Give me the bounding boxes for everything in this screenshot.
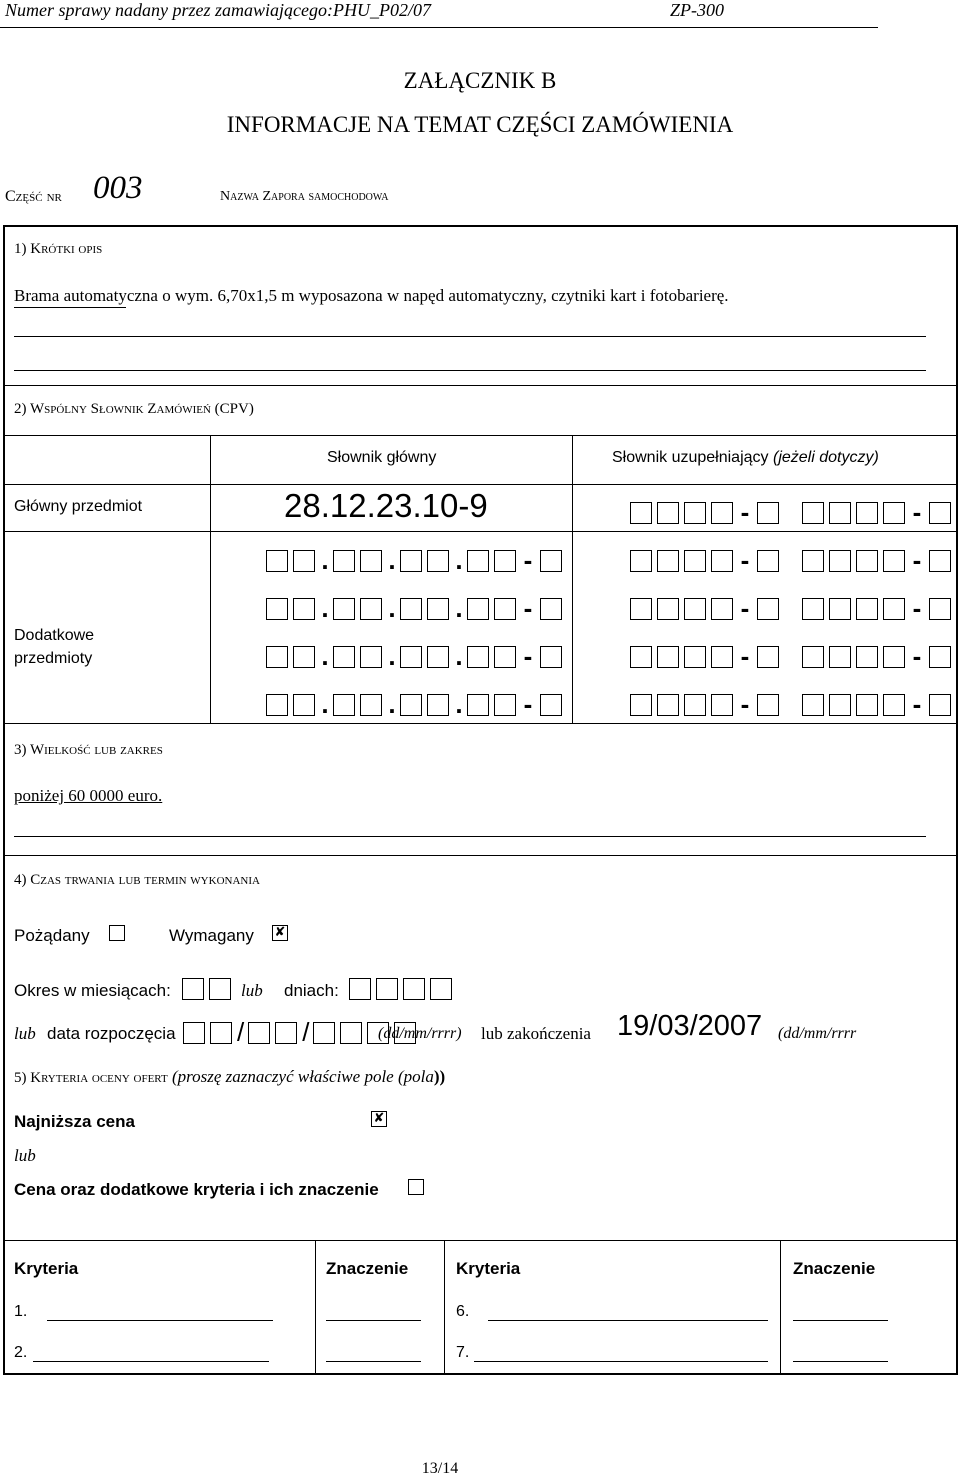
section-divider [3,484,958,485]
section-4-heading: 4) Czas trwania lub termin wykonania [14,872,260,888]
cpv-column-divider [572,435,573,723]
scope-text: poniżej 60 0000 euro. [14,786,163,805]
weight-input-line[interactable] [326,1361,421,1362]
or-label: lub [241,981,263,1000]
section-divider [3,1240,958,1241]
end-date-format-hint: (dd/mm/rrrr [778,1025,857,1042]
weight-input-line[interactable] [326,1320,421,1321]
section-1-heading: 1) Krótki opis [14,241,103,257]
part-label: Część nr [5,188,62,205]
months-label: Okres w miesiącach: [14,981,171,1000]
criteria-input-line[interactable] [488,1320,768,1321]
days-field[interactable] [349,978,457,1002]
part-number: 003 [93,170,143,206]
section-divider [3,723,958,724]
criteria-input-line[interactable] [47,1320,273,1321]
cpv-column-divider [210,435,211,723]
cpv-code-field[interactable]: . . . - [266,641,567,672]
table-header-criteria: Kryteria [456,1259,521,1278]
section-divider [3,385,958,386]
section-divider [3,435,958,436]
supp-code-field[interactable]: - - [630,641,956,672]
criteria-row-label: 2. [14,1344,28,1361]
table-column-divider [780,1240,781,1375]
cpv-code-field[interactable]: . . . - [266,689,567,720]
weight-input-line[interactable] [793,1320,888,1321]
header-form-code: ZP-300 [670,0,724,20]
section-divider [3,531,958,532]
additional-subjects-label: Dodatkowe przedmioty [14,627,95,667]
price-plus-label: Cena oraz dodatkowe kryteria i ich znaczenie [14,1180,379,1199]
cpv-main-header: Słownik główny [327,449,437,466]
blank-line [14,836,926,837]
part-name: Nazwa Zapora samochodowa [220,189,389,204]
header-case-number: Numer sprawy nadany przez zamawiającego:PHU_P02/07 [5,0,431,20]
supp-code-field[interactable]: - - [630,689,956,720]
section-5-heading: 5) Kryteria oceny ofert (proszę zaznaczyć właściwe pole (pola)) [14,1067,446,1086]
text-underline [14,307,126,308]
criteria-input-line[interactable] [474,1361,768,1362]
cpv-code-field[interactable]: . . . - [266,545,567,576]
end-date-label: lub zakończenia [481,1024,591,1043]
required-label: Wymagany [169,926,254,945]
blank-line [14,370,926,371]
section-3-heading: 3) Wielkość lub zakres [14,742,163,758]
page-number: 13/14 [421,1460,459,1477]
lowest-price-checkbox[interactable]: ✘ [371,1111,387,1127]
date-format-hint: (dd/mm/rrrr) [378,1025,462,1042]
section-2-heading: 2) Wspólny Słownik Zamówień (CPV) [14,401,254,417]
start-date-label: data rozpoczęcia [47,1024,176,1043]
required-checkbox[interactable]: ✘ [272,925,288,941]
or-label: lub [14,1024,36,1043]
start-date-field[interactable]: / / [183,1017,421,1048]
section-divider [3,855,958,856]
end-date-value: 19/03/2007 [617,1010,763,1042]
cpv-supp-header: Słownik uzupełniający (jeżeli dotyczy) [612,449,879,466]
table-column-divider [315,1240,316,1375]
price-plus-checkbox[interactable] [408,1179,424,1195]
blank-line [14,336,926,337]
supp-code-field[interactable]: - - [630,545,956,576]
table-header-weight: Znaczenie [326,1259,409,1278]
document-title: ZAŁĄCZNIK B [403,68,557,93]
desired-label: Pożądany [14,926,90,945]
criteria-row-label: 6. [456,1303,470,1320]
supp-code-field[interactable]: - - [630,497,956,528]
cpv-code-field[interactable]: . . . - [266,593,567,624]
criteria-input-line[interactable] [33,1361,269,1362]
criteria-row-label: 7. [456,1344,470,1361]
desired-checkbox[interactable] [109,925,125,941]
document-subtitle: INFORMACJE NA TEMAT CZĘŚCI ZAMÓWIENIA [226,112,734,137]
months-field[interactable] [182,978,236,1002]
main-subject-label: Główny przedmiot [14,498,143,515]
short-description: Brama automatyczna o wym. 6,70x1,5 m wyposazona w napęd automatyczny, czytniki kart i fotobarierę. [14,286,729,305]
header-rule [0,27,878,28]
table-header-criteria: Kryteria [14,1259,79,1278]
main-cpv-code: 28.12.23.10-9 [284,487,488,524]
table-column-divider [444,1240,445,1375]
weight-input-line[interactable] [793,1361,888,1362]
or-label: lub [14,1146,36,1165]
days-label: dniach: [284,981,339,1000]
criteria-row-label: 1. [14,1303,28,1320]
table-header-weight: Znaczenie [793,1259,876,1278]
supp-code-field[interactable]: - - [630,593,956,624]
lowest-price-label: Najniższa cena [14,1112,135,1131]
